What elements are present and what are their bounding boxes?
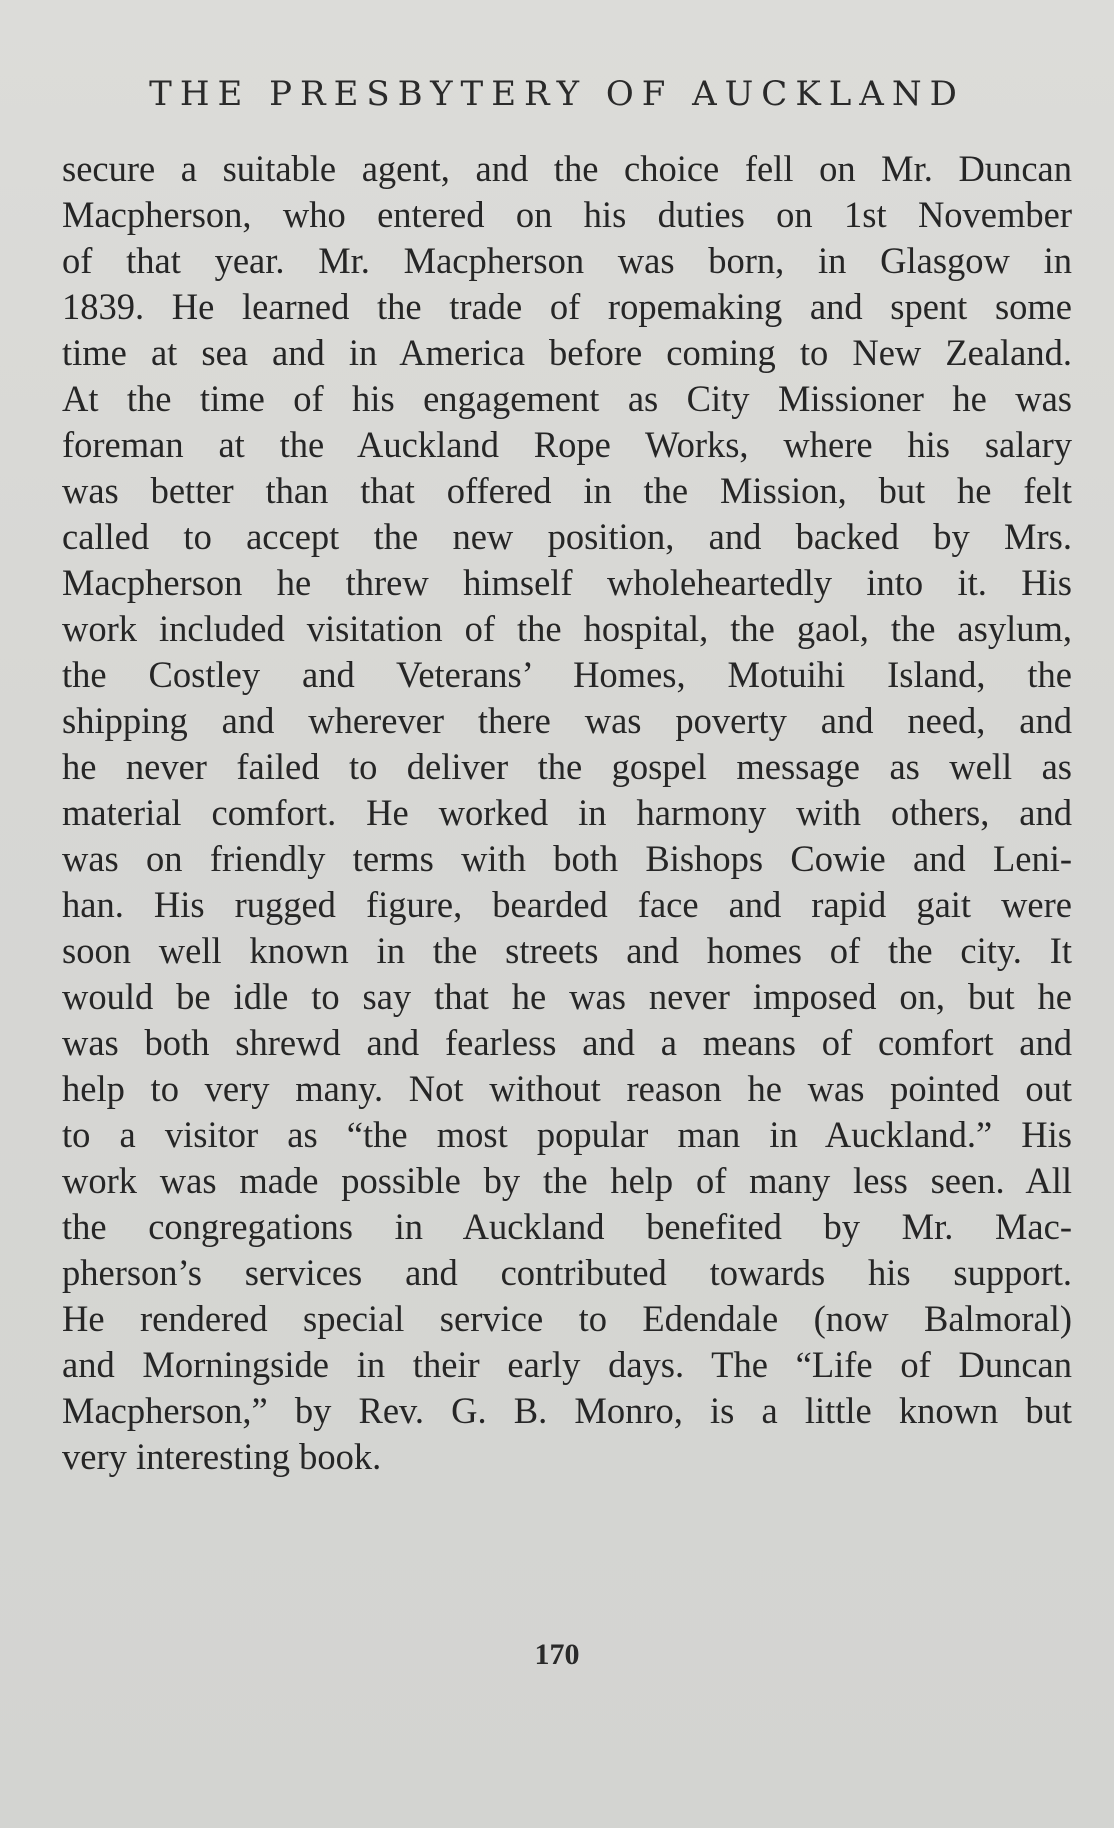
text-line: material comfort. He worked in harmony with others, and: [62, 792, 1072, 833]
text-line: was on friendly terms with both Bishops Cowie and Leni-: [62, 838, 1072, 879]
text-line: han. His rugged figure, bearded face and rapid gait were: [62, 884, 1072, 925]
text-line: of that year. Mr. Macpherson was born, in Glasgow in: [62, 240, 1072, 281]
text-line: the Costley and Veterans’ Homes, Motuihi Island, the: [62, 654, 1072, 695]
text-line: foreman at the Auckland Rope Works, where his salary: [62, 424, 1072, 465]
text-line: work was made possible by the help of many less seen. All: [62, 1160, 1072, 1201]
text-line: secure a suitable agent, and the choice fell on Mr. Duncan: [62, 148, 1072, 189]
page-number: 170: [534, 1638, 580, 1671]
text-line: was both shrewd and fearless and a means of comfort and: [62, 1022, 1072, 1063]
text-line: very interesting book.: [62, 1436, 382, 1477]
text-line: and Morningside in their early days. The “Life of Duncan: [62, 1344, 1072, 1385]
text-line: the congregations in Auckland benefited by Mr. Mac-: [62, 1206, 1072, 1247]
text-line: called to accept the new position, and backed by Mrs.: [62, 516, 1072, 557]
text-line: shipping and wherever there was poverty and need, and: [62, 700, 1072, 741]
text-line: Macpherson,” by Rev. G. B. Monro, is a little known but: [62, 1390, 1072, 1431]
text-line: Macpherson he threw himself wholeheartedly into it. His: [62, 562, 1072, 603]
text-line: he never failed to deliver the gospel message as well as: [62, 746, 1072, 787]
text-line: to a visitor as “the most popular man in Auckland.” His: [62, 1114, 1072, 1155]
body-paragraph: [62, 146, 1072, 1480]
text-line: soon well known in the streets and homes of the city. It: [62, 930, 1072, 971]
text-line: At the time of his engagement as City Missioner he was: [62, 378, 1072, 419]
text-line: Macpherson, who entered on his duties on 1st November: [62, 194, 1072, 235]
text-line: would be idle to say that he was never imposed on, but he: [62, 976, 1072, 1017]
text-line: He rendered special service to Edendale (now Balmoral): [62, 1298, 1072, 1339]
text-line: was better than that offered in the Mission, but he felt: [62, 470, 1072, 511]
text-line: pherson’s services and contributed towards his support.: [62, 1252, 1072, 1293]
text-line: 1839. He learned the trade of ropemaking and spent some: [62, 286, 1072, 327]
text-line: time at sea and in America before coming to New Zealand.: [62, 332, 1072, 373]
text-line: help to very many. Not without reason he was pointed out: [62, 1068, 1072, 1109]
text-line: work included visitation of the hospital, the gaol, the asylum,: [62, 608, 1072, 649]
running-head: THE PRESBYTERY OF AUCKLAND: [149, 74, 965, 114]
